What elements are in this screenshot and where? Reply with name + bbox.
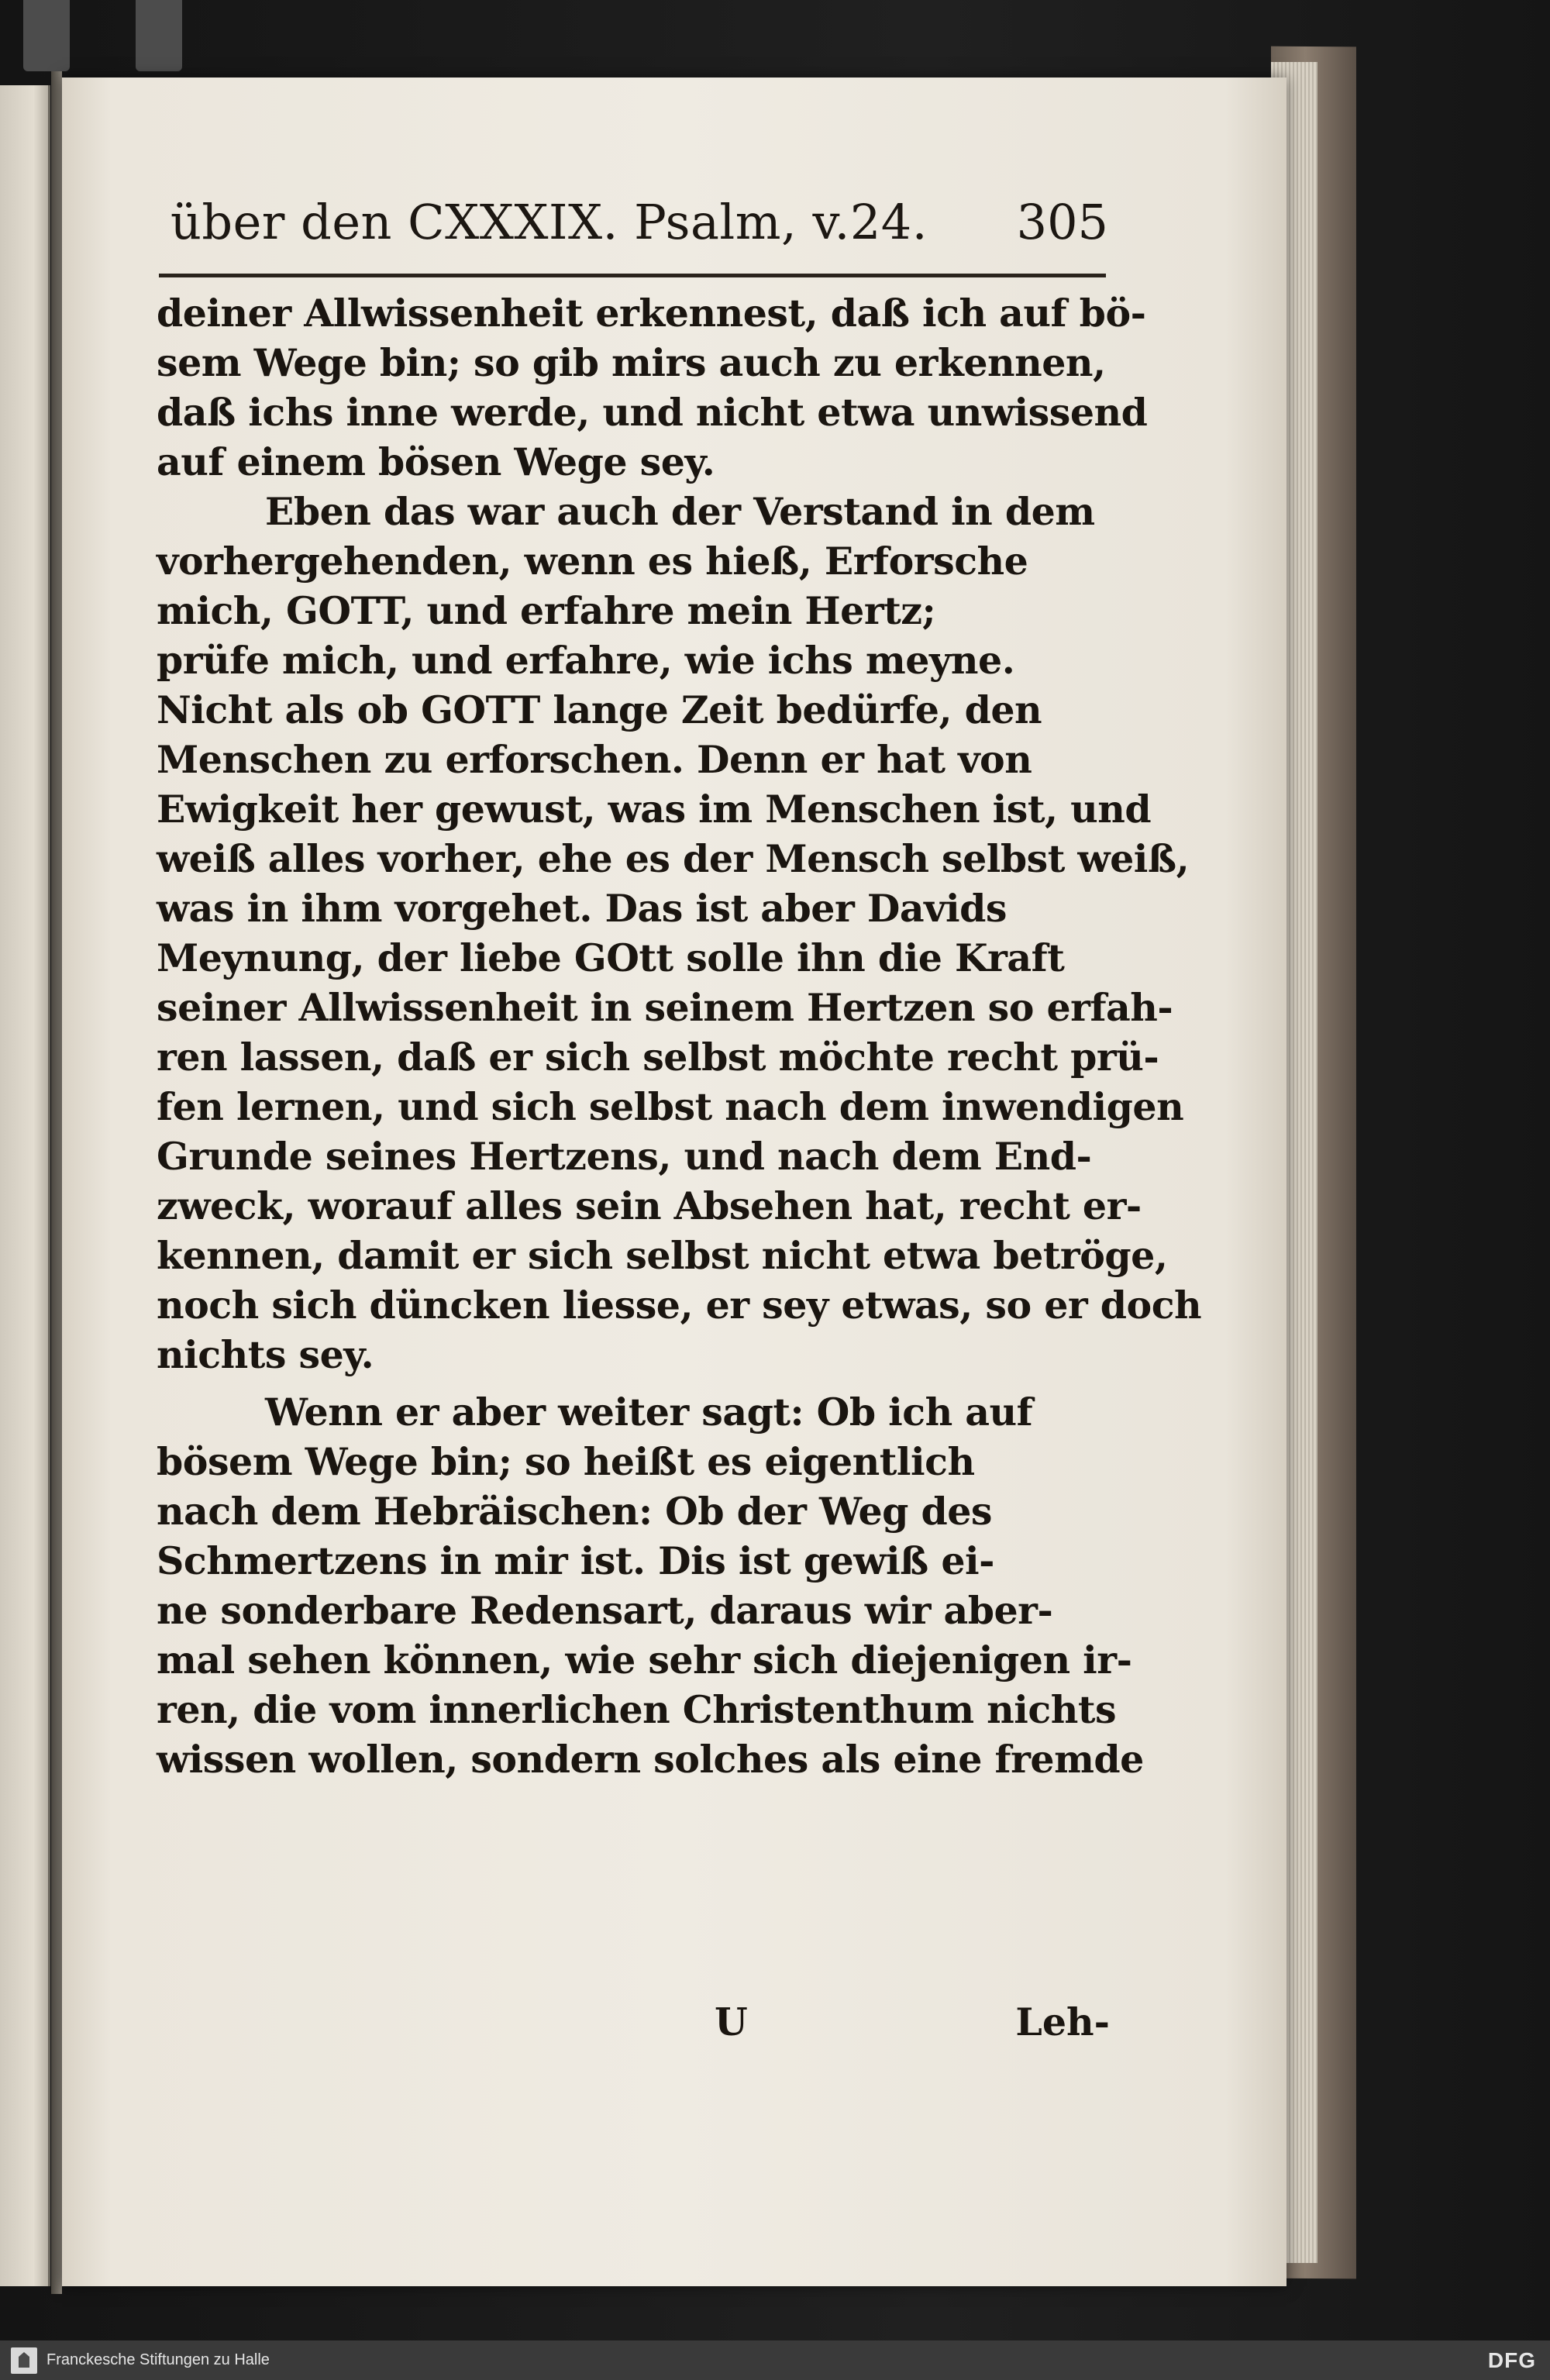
text-line: Ewigkeit her gewust, was im Menschen ist, und (157, 787, 1152, 832)
text-line: wissen wollen, sondern solches als eine fremde (157, 1737, 1144, 1782)
institution-name: Franckesche Stiftungen zu Halle (46, 2351, 270, 2368)
text-line: nichts sey. (157, 1332, 374, 1377)
page-header (170, 194, 1108, 279)
text-line: mal sehen können, wie sehr sich diejenigen ir- (157, 1638, 1132, 1683)
viewer-footer-bar (0, 2340, 1550, 2380)
text-line: ren, die vom innerlichen Christenthum nichts (157, 1687, 1117, 1732)
text-line: weiß alles vorher, ehe es der Mensch selbst weiß, (157, 836, 1190, 881)
text-line: sem Wege bin; so gib mirs auch zu erkennen, (157, 340, 1106, 385)
text-line: deiner Allwissenheit erkennest, daß ich auf bö- (157, 291, 1146, 336)
paragraph-start-line: Eben das war auch der Verstand in dem (265, 489, 1095, 534)
text-line: Meynung, der liebe GOtt solle ihn die Kraft (157, 935, 1065, 980)
text-line: auf einem bösen Wege sey. (157, 439, 715, 484)
header-rule (159, 274, 1106, 277)
text-line: ne sonderbare Redensart, daraus wir aber- (157, 1588, 1053, 1633)
text-line: Menschen zu erforschen. Denn er hat von (157, 737, 1032, 782)
text-line: fen lernen, und sich selbst nach dem inwendigen (157, 1084, 1184, 1129)
text-line: was in ihm vorgehet. Das ist aber Davids (157, 886, 1007, 931)
text-line: mich, GOTT, und erfahre mein Hertz; (157, 588, 936, 633)
page-footer-line (157, 1999, 1110, 2054)
scanner-clip (23, 0, 70, 71)
signature-mark: U (715, 1999, 748, 2044)
text-line: ren lassen, daß er sich selbst möchte recht prü- (157, 1035, 1159, 1080)
catchword: Leh- (1015, 1999, 1110, 2044)
text-line: Schmertzens in mir ist. Dis ist gewiß ei- (157, 1538, 994, 1583)
institution-logo-icon (11, 2347, 37, 2374)
text-line: seiner Allwissenheit in seinem Hertzen so erfah- (157, 985, 1173, 1030)
text-line: nach dem Hebräischen: Ob der Weg des (157, 1489, 993, 1534)
running-title: über den CXXXIX. Psalm, v.24. (170, 194, 928, 250)
text-line: zweck, worauf alles sein Absehen hat, recht er- (157, 1183, 1142, 1228)
body-text (157, 288, 1202, 1784)
dfg-logo: DFG (1487, 2348, 1536, 2372)
text-line: daß ichs inne werde, und nicht etwa unwissend (157, 390, 1148, 435)
scanner-clip (136, 0, 182, 71)
book-gutter (51, 70, 62, 2294)
text-line: vorhergehenden, wenn es hieß, Erforsche (157, 539, 1028, 584)
text-line: bösem Wege bin; so heißt es eigentlich (157, 1439, 975, 1484)
text-line: kennen, damit er sich selbst nicht etwa betröge, (157, 1233, 1168, 1278)
text-line: Nicht als ob GOTT lange Zeit bedürfe, den (157, 687, 1042, 732)
text-line: prüfe mich, und erfahre, wie ichs meyne. (157, 638, 1015, 683)
page-number: 305 (1016, 194, 1108, 250)
text-line: Grunde seines Hertzens, und nach dem End- (157, 1134, 1092, 1179)
text-line: noch sich düncken liesse, er sey etwas, so er doch (157, 1283, 1202, 1328)
facing-page-edge (0, 85, 50, 2286)
paragraph-start-line: Wenn er aber weiter sagt: Ob ich auf (265, 1390, 1033, 1435)
